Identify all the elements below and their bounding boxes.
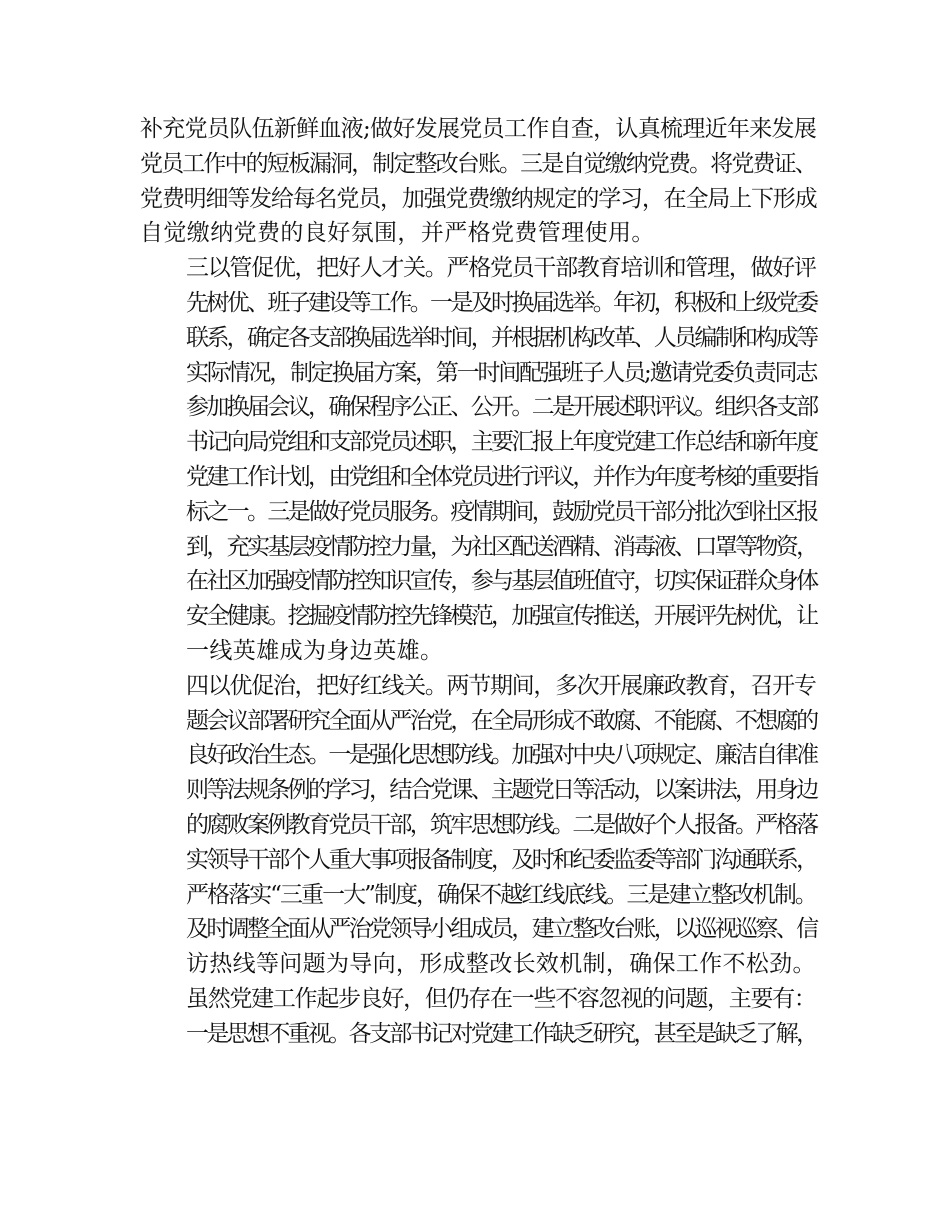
- text-line: 联系，确定各支部换届选举时间，并根据机构改革、人员编制和构成等: [186, 324, 817, 351]
- text-line: 严格落实“三重一大”制度，确保不越红线底线。三是建立整改机制。: [186, 881, 816, 908]
- text-line: 党费明细等发给每名党员，加强党费缴纳规定的学习，在全局上下形成: [140, 185, 817, 212]
- text-line: 参加换届会议，确保程序公正、公开。二是开展述职评议。组织各支部: [186, 394, 817, 421]
- text-line: 题会议部署研究全面从严治党，在全局形成不敢腐、不能腐、不想腐的: [186, 707, 817, 734]
- text-line: 三以管促优，把好人才关。严格党员干部教育培训和管理，做好评: [186, 255, 816, 282]
- paragraph: [140, 669, 817, 982]
- text-line: 书记向局党组和支部党员述职，主要汇报上年度党建工作总结和新年度: [186, 429, 817, 456]
- paragraph: [140, 982, 817, 1052]
- text-line: 实际情况，制定换届方案，第一时间配强班子人员;邀请党委负责同志: [186, 359, 817, 386]
- text-line: 及时调整全面从严治党领导小组成员，建立整改台账，以巡视巡察、信: [186, 916, 817, 943]
- paragraph: [140, 112, 817, 251]
- paragraph: [140, 251, 817, 669]
- text-line: 党建工作计划，由党组和全体党员进行评议，并作为年度考核的重要指: [186, 463, 817, 490]
- text-line: 四以优促治，把好红线关。两节期间，多次开展廉政教育，召开专: [186, 672, 816, 699]
- text-line: 到，充实基层疫情防控力量，为社区配送酒精、消毒液、口罩等物资，: [186, 533, 817, 560]
- text-line: 党员工作中的短板漏洞，制定整改台账。三是自觉缴纳党费。将党费证、: [140, 150, 816, 177]
- text-line: 在社区加强疫情防控知识宣传，参与基层值班值守，切实保证群众身体: [186, 568, 817, 595]
- text-line: 访热线等问题为导向，形成整改长效机制，确保工作不松劲。: [186, 951, 816, 978]
- text-line: 补充党员队伍新鲜血液;做好发展党员工作自查，认真梳理近年来发展: [140, 116, 817, 142]
- text-line: 标之一。三是做好党员服务。疫情期间，鼓励党员干部分批次到社区报: [186, 498, 817, 525]
- text-line: 一是思想不重视。各支部书记对党建工作缺乏研究，甚至是缺乏了解，: [186, 1020, 817, 1047]
- text-line: 一线英雄成为身边英雄。: [186, 637, 444, 664]
- text-line: 的腐败案例教育党员干部，筑牢思想防线。二是做好个人报备。严格落: [186, 811, 817, 838]
- document-body: [140, 112, 817, 1052]
- text-line: 自觉缴纳党费的良好氛围，并严格党费管理使用。: [140, 220, 655, 247]
- text-line: 实领导干部个人重大事项报备制度，及时和纪委监委等部门沟通联系，: [186, 846, 817, 873]
- text-line: 虽然党建工作起步良好，但仍存在一些不容忽视的问题，主要有：: [186, 985, 816, 1012]
- text-line: 良好政治生态。一是强化思想防线。加强对中央八项规定、廉洁自律准: [186, 742, 817, 769]
- text-line: 安全健康。挖掘疫情防控先锋模范，加强宣传推送，开展评先树优，让: [186, 603, 817, 630]
- text-line: 则等法规条例的学习，结合党课、主题党日等活动，以案讲法，用身边: [186, 777, 817, 804]
- text-line: 先树优、班子建设等工作。一是及时换届选举。年初，积极和上级党委: [186, 289, 817, 316]
